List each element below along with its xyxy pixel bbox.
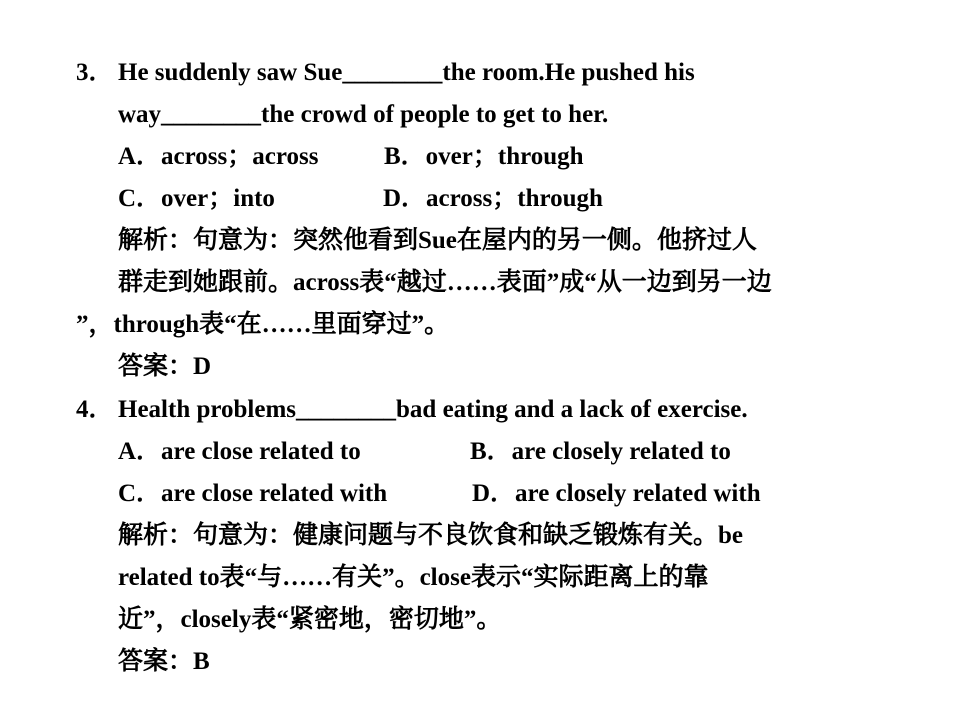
q4-analysis-text-1: 解析：句意为：健康问题与不良饮食和缺乏锻炼有关。be xyxy=(118,522,744,549)
q3-analysis-text-1: 解析：句意为：突然他看到Sue在屋内的另一侧。他挤过人 xyxy=(118,227,757,254)
q4-analysis-text-2: related to表“与……有关”。close表示“实际距离上的靠 xyxy=(118,564,709,591)
q4-option-b: B．are closely related to xyxy=(470,438,731,465)
q4-number: 4． xyxy=(76,396,114,423)
q4-answer: 答案：B xyxy=(118,648,210,675)
q4-option-a: A．are close related to xyxy=(118,438,361,465)
q3-analysis-text-3: ”，through表“在……里面穿过”。 xyxy=(76,311,450,338)
q4-analysis-text-3: 近”，closely表“紧密地，密切地”。 xyxy=(118,606,502,633)
q3-stem-text-2: way________the crowd of people to get to her. xyxy=(118,101,609,128)
q3-option-a: A．across；across xyxy=(118,143,319,170)
q3-option-b: B．over；through xyxy=(384,143,584,170)
q3-answer: 答案：D xyxy=(118,353,212,380)
q4-option-d: D．are closely related with xyxy=(472,480,761,507)
q3-analysis-text-2: 群走到她跟前。across表“越过……表面”成“从一边到另一边 xyxy=(118,269,772,296)
q3-stem-text-1: He suddenly saw Sue________the room.He pushed his xyxy=(118,59,695,86)
q3-number: 3． xyxy=(76,59,114,86)
q4-stem-text-1: Health problems________bad eating and a lack of exercise. xyxy=(118,396,748,423)
q4-option-c: C．are close related with xyxy=(118,480,388,507)
q3-option-d: D．across；through xyxy=(383,185,603,212)
q3-option-c: C．over；into xyxy=(118,185,275,212)
